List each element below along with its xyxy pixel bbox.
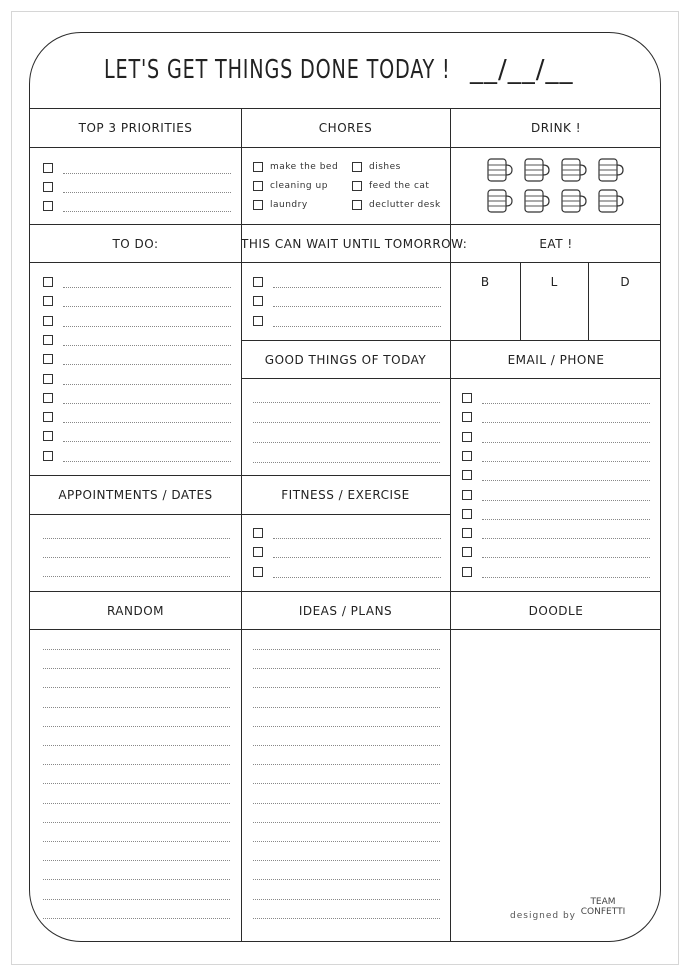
header-todo: TO DO: — [112, 237, 159, 251]
header-eat: EAT ! — [539, 237, 573, 251]
header-email-phone: EMAIL / PHONE — [507, 353, 605, 367]
write-line[interactable] — [253, 726, 440, 727]
write-line[interactable] — [253, 803, 440, 804]
checkbox[interactable] — [462, 470, 472, 480]
write-line[interactable] — [63, 384, 231, 385]
write-line[interactable] — [253, 745, 440, 746]
chore-checkbox[interactable] — [253, 162, 263, 172]
meal-lunch: L — [550, 275, 558, 289]
write-line[interactable] — [63, 441, 231, 442]
write-line[interactable] — [63, 364, 231, 365]
cup-icon[interactable] — [562, 159, 586, 181]
header-doodle: DOODLE — [528, 604, 584, 618]
write-line[interactable] — [43, 803, 230, 804]
checkbox[interactable] — [43, 431, 53, 441]
write-line[interactable] — [273, 577, 441, 578]
write-line[interactable] — [63, 422, 231, 423]
write-line[interactable] — [482, 403, 650, 404]
divider — [588, 262, 589, 340]
write-line[interactable] — [273, 557, 441, 558]
planner-title: LET'S GET THINGS DONE TODAY ! — [104, 55, 451, 85]
write-line[interactable] — [253, 668, 440, 669]
write-line[interactable] — [253, 707, 440, 708]
checkbox[interactable] — [43, 374, 53, 384]
divider — [30, 224, 661, 225]
checkbox[interactable] — [462, 547, 472, 557]
write-line[interactable] — [43, 538, 230, 539]
write-line[interactable] — [253, 687, 440, 688]
checkbox[interactable] — [43, 201, 53, 211]
divider — [241, 108, 242, 942]
checkbox[interactable] — [462, 490, 472, 500]
write-line[interactable] — [482, 461, 650, 462]
checkbox[interactable] — [43, 277, 53, 287]
write-line[interactable] — [482, 557, 650, 558]
chore-label: cleaning up — [270, 181, 328, 191]
write-line[interactable] — [63, 345, 231, 346]
cup-icon[interactable] — [562, 190, 586, 212]
write-line[interactable] — [273, 287, 441, 288]
chore-label: dishes — [369, 162, 401, 172]
write-line[interactable] — [253, 422, 440, 423]
write-line[interactable] — [43, 649, 230, 650]
write-line[interactable] — [482, 442, 650, 443]
checkbox[interactable] — [43, 182, 53, 192]
cup-icon[interactable] — [525, 159, 549, 181]
checkbox[interactable] — [253, 277, 263, 287]
checkbox[interactable] — [253, 316, 263, 326]
write-line[interactable] — [43, 745, 230, 746]
checkbox[interactable] — [462, 567, 472, 577]
write-line[interactable] — [63, 326, 231, 327]
checkbox[interactable] — [43, 163, 53, 173]
write-line[interactable] — [253, 918, 440, 919]
write-line[interactable] — [43, 557, 230, 558]
chore-label: declutter desk — [369, 200, 441, 210]
header-wait: THIS CAN WAIT UNTIL TOMORROW: — [241, 237, 468, 251]
write-line[interactable] — [253, 822, 440, 823]
checkbox[interactable] — [43, 354, 53, 364]
header-top-priorities: TOP 3 PRIORITIES — [78, 121, 193, 135]
write-line[interactable] — [273, 306, 441, 307]
write-line[interactable] — [253, 783, 440, 784]
drink-cups — [478, 153, 628, 219]
divider — [30, 629, 661, 630]
write-line[interactable] — [482, 519, 650, 520]
header-random: RANDOM — [106, 604, 165, 618]
cup-icon[interactable] — [599, 159, 623, 181]
checkbox[interactable] — [462, 412, 472, 422]
write-line[interactable] — [63, 211, 231, 212]
header-drink: DRINK ! — [530, 121, 582, 135]
chore-checkbox[interactable] — [253, 181, 263, 191]
write-line[interactable] — [273, 326, 441, 327]
checkbox[interactable] — [253, 547, 263, 557]
meal-dinner: D — [620, 275, 630, 289]
write-line[interactable] — [43, 783, 230, 784]
write-line[interactable] — [63, 306, 231, 307]
write-line[interactable] — [43, 687, 230, 688]
write-line[interactable] — [43, 764, 230, 765]
write-line[interactable] — [482, 480, 650, 481]
chore-checkbox[interactable] — [352, 162, 362, 172]
divider — [30, 108, 661, 109]
chore-label: make the bed — [270, 162, 339, 172]
write-line[interactable] — [43, 841, 230, 842]
write-line[interactable] — [43, 899, 230, 900]
checkbox[interactable] — [43, 393, 53, 403]
cup-icon[interactable] — [488, 159, 512, 181]
write-line[interactable] — [43, 860, 230, 861]
checkbox[interactable] — [462, 528, 472, 538]
divider — [30, 147, 661, 148]
write-line[interactable] — [482, 422, 650, 423]
write-line[interactable] — [482, 538, 650, 539]
write-line[interactable] — [43, 668, 230, 669]
header-fitness: FITNESS / EXERCISE — [281, 488, 410, 502]
write-line[interactable] — [43, 879, 230, 880]
checkbox[interactable] — [253, 296, 263, 306]
cup-icon[interactable] — [599, 190, 623, 212]
checkbox[interactable] — [462, 451, 472, 461]
chore-checkbox[interactable] — [352, 181, 362, 191]
header-good-things: GOOD THINGS OF TODAY — [264, 353, 427, 367]
divider — [520, 262, 521, 340]
write-line[interactable] — [63, 403, 231, 404]
planner-sheet — [29, 32, 661, 942]
header-ideas: IDEAS / PLANS — [298, 604, 393, 618]
checkbox[interactable] — [43, 451, 53, 461]
checkbox[interactable] — [462, 432, 472, 442]
write-line[interactable] — [253, 462, 440, 463]
chore-checkbox[interactable] — [352, 200, 362, 210]
write-line[interactable] — [63, 461, 231, 462]
cup-icon[interactable] — [525, 190, 549, 212]
checkbox[interactable] — [43, 296, 53, 306]
divider — [30, 591, 661, 592]
write-line[interactable] — [63, 287, 231, 288]
write-line[interactable] — [253, 649, 440, 650]
write-line[interactable] — [43, 707, 230, 708]
cup-icon[interactable] — [488, 190, 512, 212]
chore-checkbox[interactable] — [253, 200, 263, 210]
write-line[interactable] — [43, 726, 230, 727]
designed-by-label: designed by — [510, 911, 577, 921]
checkbox[interactable] — [253, 567, 263, 577]
write-line[interactable] — [253, 860, 440, 861]
write-line[interactable] — [253, 841, 440, 842]
write-line[interactable] — [43, 576, 230, 577]
write-line[interactable] — [253, 402, 440, 403]
chore-label: laundry — [270, 200, 308, 210]
write-line[interactable] — [253, 899, 440, 900]
write-line[interactable] — [63, 192, 231, 193]
write-line[interactable] — [482, 577, 650, 578]
divider — [30, 262, 661, 263]
write-line[interactable] — [253, 764, 440, 765]
checkbox[interactable] — [43, 335, 53, 345]
checkbox[interactable] — [462, 393, 472, 403]
write-line[interactable] — [43, 918, 230, 919]
divider — [241, 340, 661, 341]
checkbox[interactable] — [253, 528, 263, 538]
chore-label: feed the cat — [369, 181, 430, 191]
divider — [241, 378, 661, 379]
write-line[interactable] — [253, 442, 440, 443]
divider — [450, 108, 451, 942]
meal-breakfast: B — [480, 275, 490, 289]
write-line[interactable] — [273, 538, 441, 539]
checkbox[interactable] — [43, 412, 53, 422]
write-line[interactable] — [43, 822, 230, 823]
team-confetti-logo: TEAM CONFETTI — [580, 897, 626, 917]
header-chores: CHORES — [318, 121, 373, 135]
write-line[interactable] — [253, 879, 440, 880]
write-line[interactable] — [63, 173, 231, 174]
header-appointments: APPOINTMENTS / DATES — [58, 488, 213, 502]
write-line[interactable] — [482, 500, 650, 501]
checkbox[interactable] — [462, 509, 472, 519]
checkbox[interactable] — [43, 316, 53, 326]
date-field[interactable]: __/__/__ — [470, 55, 574, 85]
